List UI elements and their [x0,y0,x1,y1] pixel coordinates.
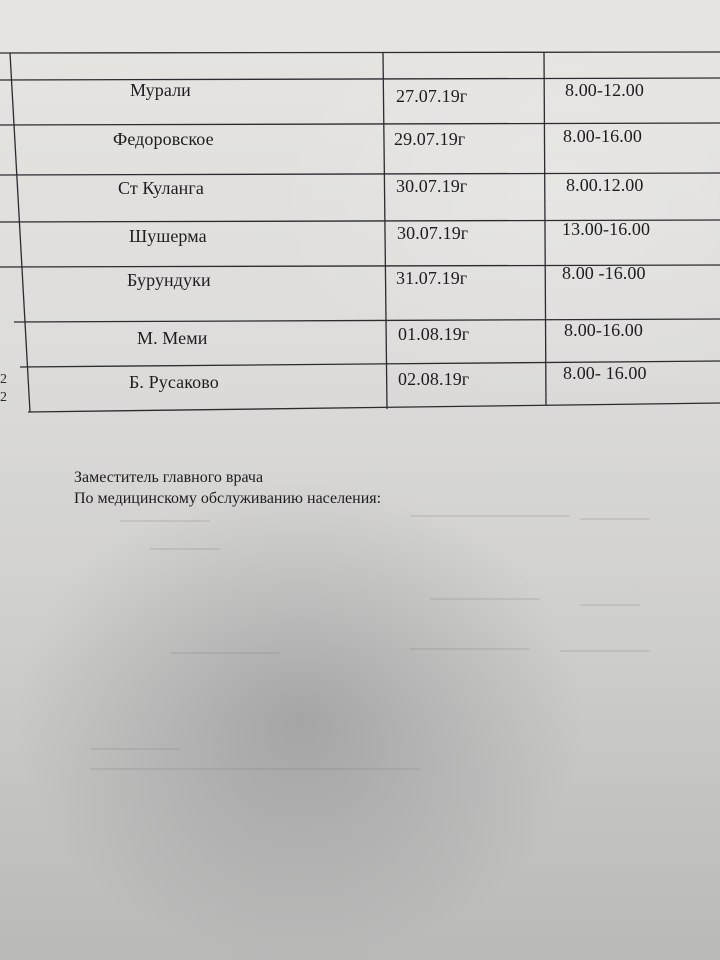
date-cell: 31.07.19г [396,268,468,288]
place-cell: Б. Русаково [129,372,219,392]
time-cell: 8.00- 16.00 [563,363,647,383]
time-cell: 8.00-16.00 [563,126,642,146]
table-grid-lines [0,0,720,420]
schedule-table [0,0,720,420]
place-cell: Ст Куланга [118,178,204,198]
date-cell: 27.07.19г [396,86,468,106]
date-cell: 30.07.19г [397,223,469,243]
date-cell: 30.07.19г [396,176,468,196]
time-cell: 8.00 -16.00 [562,263,646,283]
signature-department: По медицинскому обслуживанию населения: [74,490,382,507]
signature-title: Заместитель главного врача [74,469,264,486]
place-cell: Мурали [130,80,191,100]
row-number-fragment: 2 [0,372,7,387]
signature-block [74,467,381,509]
date-cell: 29.07.19г [394,129,466,149]
place-cell: Шушерма [129,226,207,246]
place-cell: Бурундуки [127,270,211,290]
time-cell: 8.00-16.00 [564,320,643,340]
time-cell: 13.00-16.00 [562,219,651,239]
date-cell: 01.08.19г [398,324,470,344]
place-cell: М. Меми [137,328,208,348]
date-cell: 02.08.19г [398,369,470,389]
row-number-fragment: 2 [0,390,7,405]
place-cell: Федоровское [113,129,214,149]
time-cell: 8.00.12.00 [566,175,644,195]
time-cell: 8.00-12.00 [565,80,644,100]
